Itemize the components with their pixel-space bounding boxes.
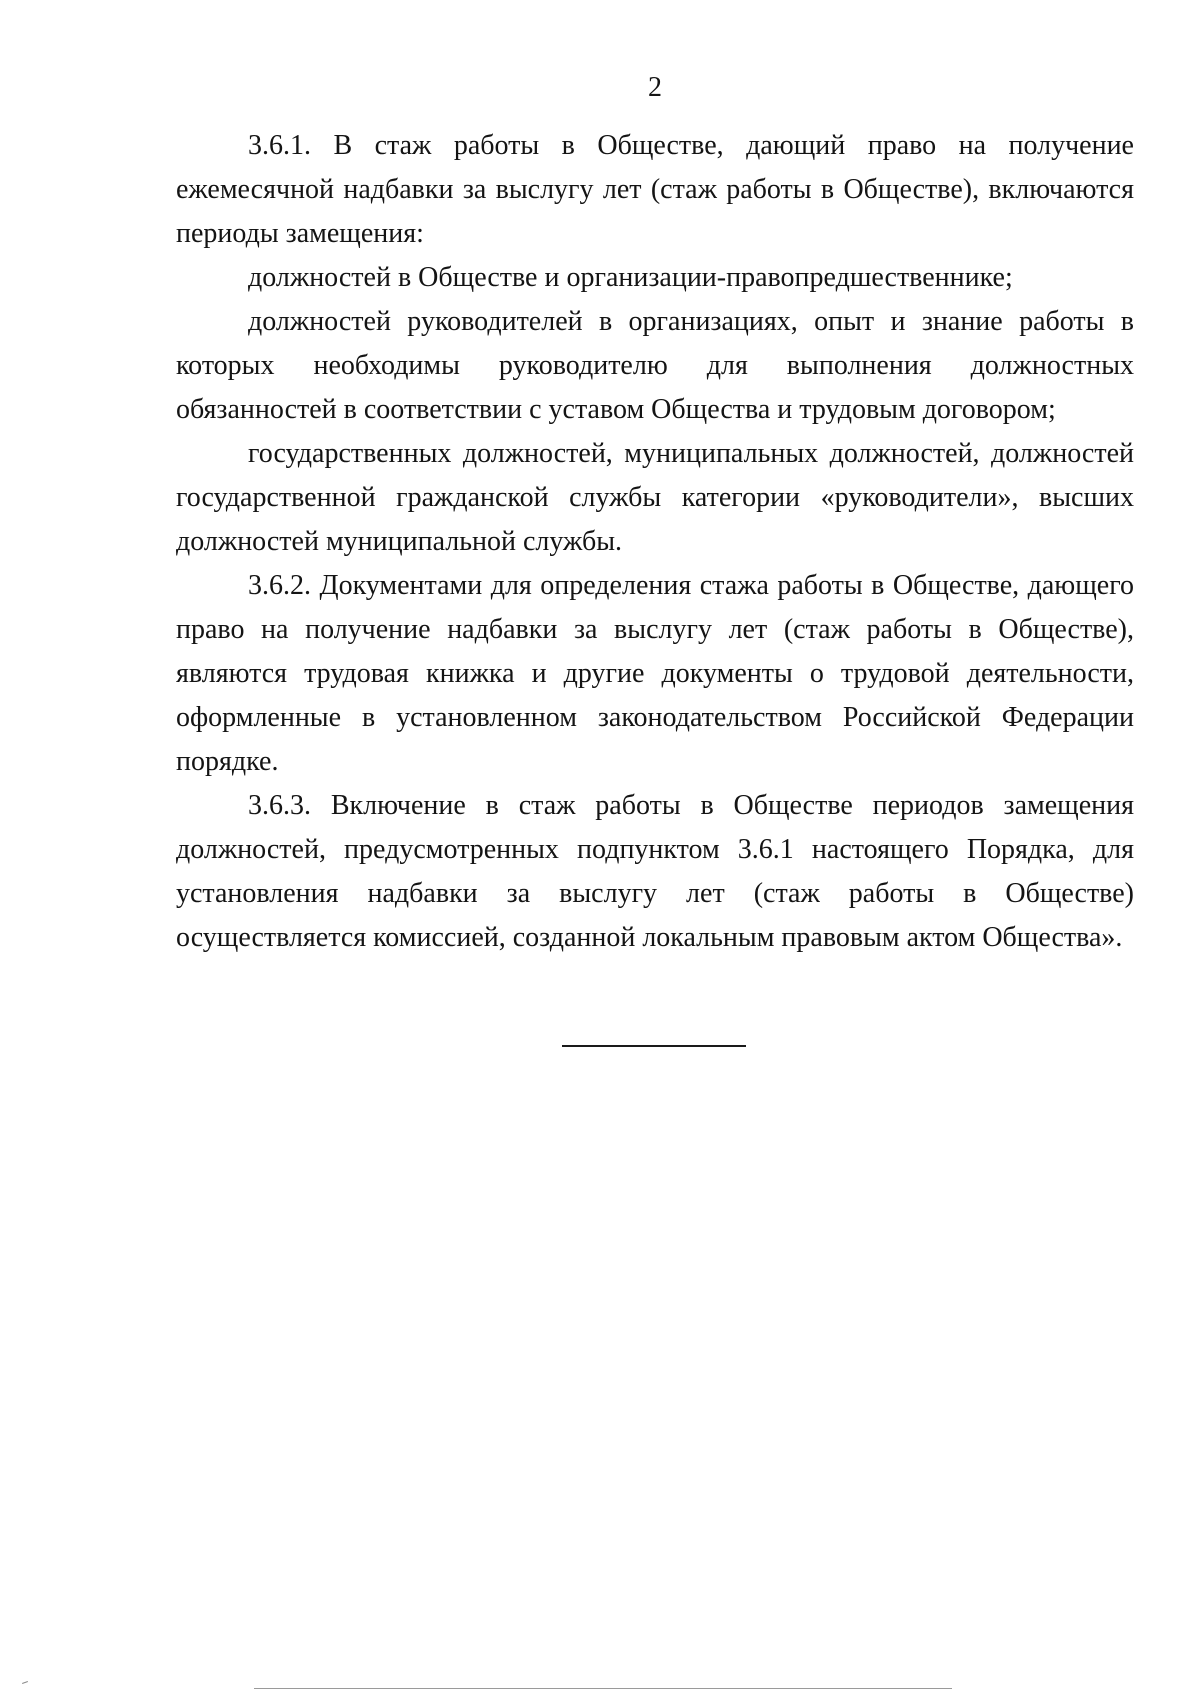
scan-mark bbox=[22, 1681, 28, 1684]
paragraph-head-positions: должностей руководителей в организациях, опыт и знание работы в которых необходимы руководителю для выполнения должностных обязанностей в соответствии с уставом Общества и трудовым договором; bbox=[176, 306, 1134, 425]
paragraph-state-positions: государственных должностей, муниципальных должностей, должностей государственной гражданской службы категории «руководители», высших должностей муниципальной службы. bbox=[176, 438, 1134, 557]
end-of-text-rule bbox=[562, 1045, 746, 1047]
page-number: 2 bbox=[648, 72, 662, 103]
paragraph-3-6-2: 3.6.2. Документами для определения стажа работы в Обществе, дающего право на получение надбавки за выслугу лет (стаж работы в Обществе), являются трудовая книжка и другие документы о трудовой деятельности, оформленные в установленном законодательством Российской Федерации порядке. bbox=[176, 570, 1134, 777]
paragraph-positions-in-society: должностей в Обществе и организации-правопредшественнике; bbox=[248, 262, 1013, 293]
paragraph-3-6-3: 3.6.3. Включение в стаж работы в Обществе периодов замещения должностей, предусмотренных подпунктом 3.6.1 настоящего Порядка, для установления надбавки за выслугу лет (стаж работы в Обществе) осуществляется комиссией, созданной локальным правовым актом Общества». bbox=[176, 790, 1134, 953]
paragraph-3-6-1: 3.6.1. В стаж работы в Обществе, дающий право на получение ежемесячной надбавки за выслугу лет (стаж работы в Обществе), включаются периоды замещения: bbox=[176, 130, 1134, 249]
document-body bbox=[176, 124, 1134, 960]
scan-edge-line bbox=[254, 1688, 952, 1689]
